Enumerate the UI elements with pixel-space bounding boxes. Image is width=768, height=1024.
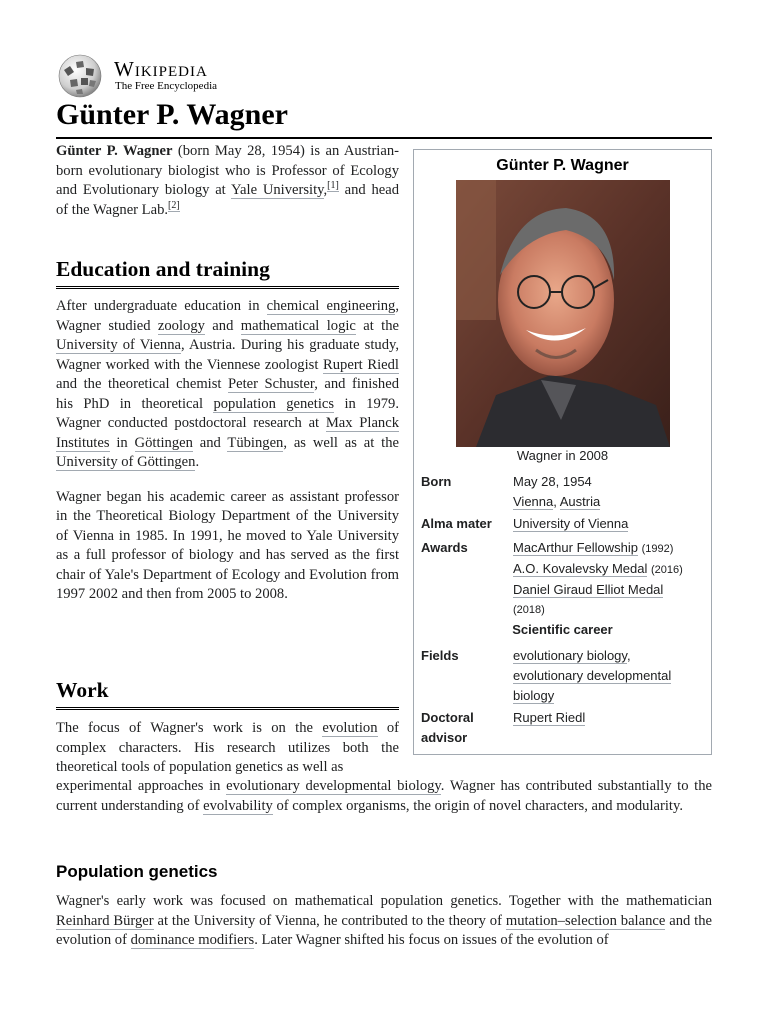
label-awards: Awards — [421, 540, 468, 555]
separator: , — [553, 494, 560, 509]
link-evolvability[interactable]: evolvability — [203, 797, 273, 814]
infobox-subheading-career: Scientific career — [512, 622, 613, 637]
text: of complex organisms, the origin of novel characters, and modularity. — [272, 797, 683, 814]
text: and — [204, 317, 241, 334]
lead-text: (born May 28, 1954) is an Austrian-born evolutionary biologist who is Professor of Ecology and Evolutionary biology at — [56, 143, 399, 198]
label-fields: Fields — [421, 648, 459, 663]
text: of — [377, 720, 399, 736]
link-macarthur[interactable]: MacArthur Fellowship — [513, 540, 638, 555]
work-paragraph-rest — [56, 777, 712, 816]
text: . Wagner has contributed substantially to the current understanding of — [56, 778, 712, 814]
heading-education: Education and training — [56, 256, 399, 289]
link-mutation-selection-balance[interactable]: mutation–selection balance — [505, 912, 666, 929]
link-gottingen[interactable]: Göttingen — [134, 434, 193, 451]
value-doctoral-advisor — [513, 708, 703, 728]
text: . — [195, 454, 200, 470]
wikipedia-globe-logo[interactable] — [56, 54, 104, 98]
link-yale-university[interactable]: Yale University — [230, 182, 324, 198]
text: and — [192, 434, 228, 451]
ref-2[interactable]: [2] — [168, 199, 180, 211]
text: After undergraduate education in — [56, 298, 267, 314]
link-austria[interactable]: Austria — [559, 494, 601, 509]
text: , as well as at the — [283, 434, 399, 451]
text: at the University of Vienna, he contributed to the theory of — [153, 912, 506, 929]
text: The focus of Wagner's work is on the — [56, 720, 323, 736]
lead-section — [56, 142, 399, 220]
text: at the — [355, 317, 399, 334]
link-reinhard-burger[interactable]: Reinhard Bürger — [56, 912, 154, 929]
link-chemical-engineering[interactable]: chemical engineering — [266, 298, 396, 314]
popgen-section — [56, 892, 712, 951]
link-rupert-riedl[interactable]: Rupert Riedl — [323, 356, 399, 373]
popgen-paragraph — [56, 892, 712, 951]
portrait-photo[interactable] — [456, 180, 670, 447]
link-max-planck-institutes[interactable]: Max Planck Institutes — [56, 415, 399, 451]
ref-1[interactable]: [1] — [327, 180, 339, 192]
value-alma-mater — [513, 514, 703, 534]
award-item — [513, 559, 703, 580]
education-paragraph-1 — [56, 297, 399, 473]
link-evolution[interactable]: evolution — [322, 720, 378, 736]
lead-paragraph: Günter P. Wagner (born May 28, 1954) is an Austrian-born evolutionary biologist who is Professor of Ecology and Evolutionary biology at Yale University,[1] and head of the Wagner Lab.[2] — [56, 143, 399, 218]
text: and the theoretical chemist — [56, 376, 228, 392]
wordmark[interactable]: Wikipedia — [114, 57, 208, 81]
lead-text: and head of the Wagner Lab. — [56, 182, 399, 218]
link-dominance-modifiers[interactable]: dominance modifiers — [130, 932, 255, 948]
heading-population-genetics: Population genetics — [56, 862, 218, 881]
award-year: (2016) — [651, 564, 683, 576]
label-born: Born — [421, 474, 452, 489]
text: , and finished his PhD in theoretical — [56, 376, 399, 412]
separator: , — [626, 648, 631, 663]
award-year: (2018) — [513, 604, 545, 616]
label-alma-mater: Alma mater — [421, 516, 492, 531]
page-title: Günter P. Wagner — [56, 95, 712, 139]
link-university-of-vienna[interactable]: University of Vienna — [56, 337, 182, 353]
text: Wagner's early work was focused on mathematical population genetics. Together with the mathematician — [56, 893, 712, 909]
born-date: May 28, 1954 — [513, 474, 592, 489]
text: theoretical tools of population genetics as well as — [56, 759, 344, 775]
link-tubingen[interactable]: Tübingen — [227, 434, 284, 451]
text: in 1979. Wagner conducted postdoctoral research at — [56, 395, 400, 431]
link-evolutionary-biology[interactable]: evolutionary biology — [513, 648, 627, 663]
award-item — [513, 580, 703, 600]
link-kovalevsky[interactable]: A.O. Kovalevsky Medal — [513, 561, 648, 576]
value-born — [513, 472, 703, 512]
link-zoology[interactable]: zoology — [157, 317, 205, 334]
text: in — [109, 434, 135, 451]
link-vienna[interactable]: Vienna — [513, 494, 554, 509]
site-header — [56, 54, 356, 98]
heading-work: Work — [56, 677, 399, 710]
link-evo-devo-field[interactable]: evolutionary developmental biology — [513, 668, 672, 703]
tagline: The Free Encyclopedia — [115, 80, 218, 92]
infobox-title: Günter P. Wagner — [496, 157, 629, 174]
work-paragraph-start — [56, 719, 399, 778]
born-place — [513, 492, 703, 512]
text: experimental approaches in — [56, 778, 227, 794]
label-doctoral-advisor: Doctoral advisor — [421, 710, 474, 745]
link-alma-mater[interactable]: University of Vienna — [513, 516, 629, 531]
link-peter-schuster[interactable]: Peter Schuster — [228, 376, 315, 392]
text: complex characters. His research utilizes both the — [56, 739, 399, 756]
award-year: (1992) — [641, 543, 674, 555]
value-fields — [513, 646, 703, 706]
link-university-of-gottingen[interactable]: University of Göttingen — [56, 454, 196, 470]
photo-caption: Wagner in 2008 — [516, 448, 609, 463]
subject-name: Günter P. Wagner — [56, 143, 173, 159]
link-population-genetics[interactable]: population genetics — [213, 395, 335, 412]
text: , Wagner studied — [56, 298, 400, 334]
text: , Austria. During his graduate study, Wagner worked with the Viennese zoologist — [56, 337, 399, 373]
infobox — [413, 149, 712, 755]
link-elliot-medal[interactable]: Daniel Giraud Elliot Medal — [513, 582, 664, 597]
link-mathematical-logic[interactable]: mathematical logic — [240, 317, 356, 334]
award-item — [513, 538, 703, 559]
link-evo-devo[interactable]: evolutionary developmental biology — [226, 778, 441, 794]
text: . Later Wagner shifted his focus on issues of the evolution of — [254, 932, 609, 948]
work-section-full — [56, 777, 712, 816]
link-advisor-rupert-riedl[interactable]: Rupert Riedl — [513, 710, 586, 725]
value-awards — [513, 538, 703, 620]
text: and the evolution of — [56, 912, 713, 948]
education-section — [56, 297, 399, 605]
work-section-narrow — [56, 719, 399, 778]
education-paragraph-2: Wagner began his academic career as assistant professor in the Theoretical Biology Department of the University of Vienna in 1985. In 1991, he moved to Yale University as a full professor of biology and has served as the first chair of Yale's Department of Ecology and Evolution from 1997 2002 and then from 2005 to 2008. — [56, 488, 399, 602]
